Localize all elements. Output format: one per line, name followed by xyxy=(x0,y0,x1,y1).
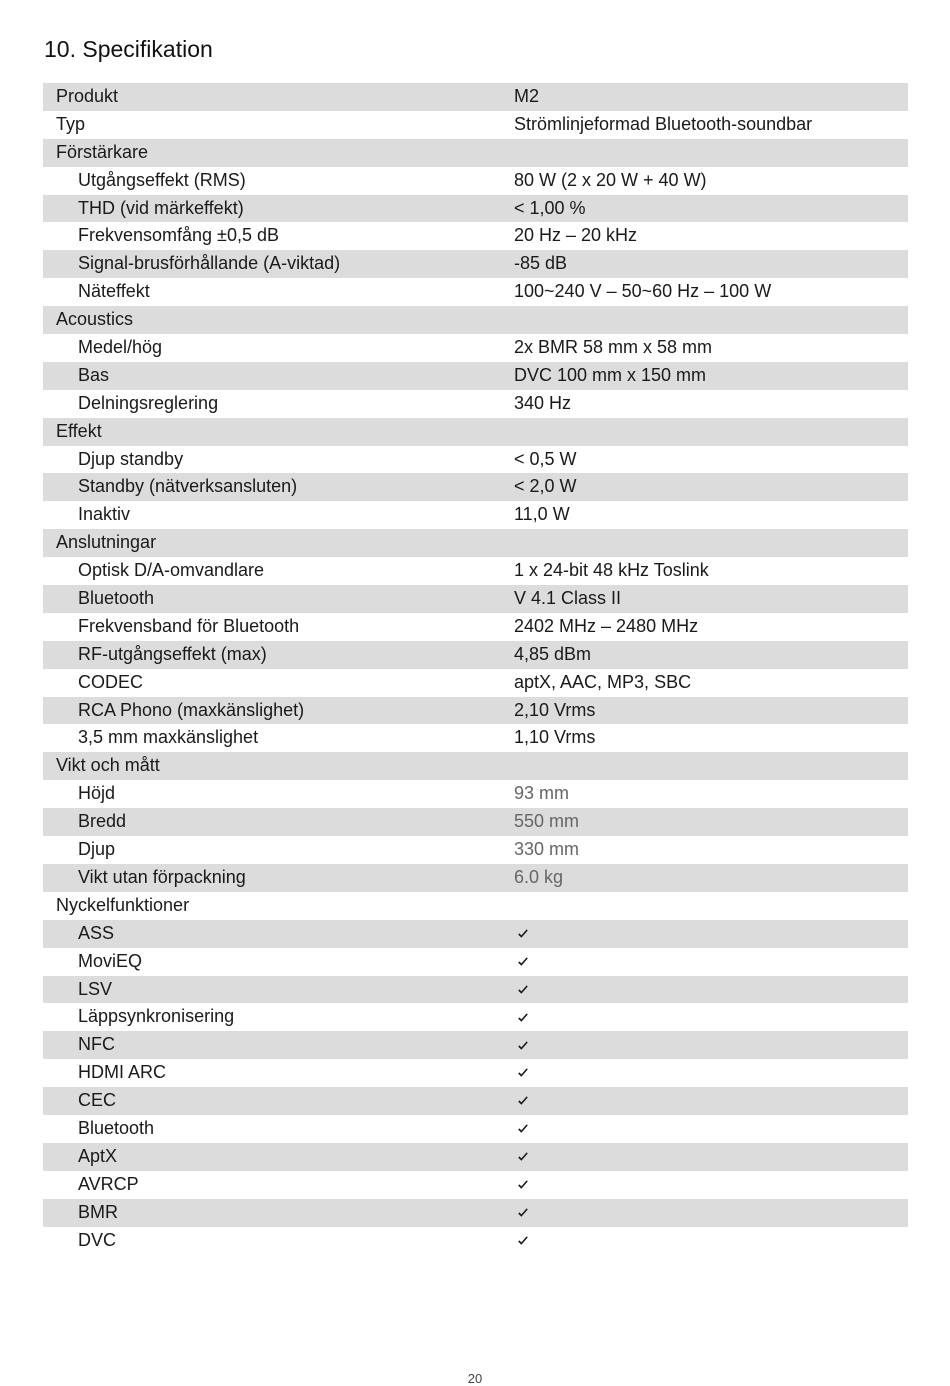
spec-section-header xyxy=(43,83,908,111)
spec-value: < 2,0 W xyxy=(514,476,577,497)
spec-row xyxy=(43,1087,908,1115)
spec-row xyxy=(43,613,908,641)
spec-label: 3,5 mm maxkänslighet xyxy=(78,727,259,748)
spec-row xyxy=(43,808,908,836)
spec-section-header xyxy=(43,752,908,780)
spec-label: NFC xyxy=(78,1034,115,1055)
spec-label: LSV xyxy=(78,978,113,999)
spec-label: Effekt xyxy=(56,420,102,441)
spec-label: Frekvensband för Bluetooth xyxy=(78,615,300,636)
spec-label: Vikt utan förpackning xyxy=(78,866,246,887)
spec-value xyxy=(500,1115,908,1143)
checkmark-icon xyxy=(517,1151,529,1163)
spec-label: HDMI ARC xyxy=(78,1062,167,1083)
spec-row xyxy=(43,390,908,418)
spec-section-header xyxy=(43,139,908,167)
spec-value xyxy=(500,1143,908,1171)
spec-label: Acoustics xyxy=(56,309,134,330)
checkmark-icon xyxy=(517,984,529,996)
spec-table xyxy=(43,83,908,1254)
spec-value: 4,85 dBm xyxy=(514,643,592,664)
checkmark-icon xyxy=(517,956,529,968)
spec-row xyxy=(43,557,908,585)
spec-value: 93 mm xyxy=(514,783,570,804)
spec-label: Medel/hög xyxy=(78,337,163,358)
spec-value: < 0,5 W xyxy=(514,448,577,469)
spec-row xyxy=(43,669,908,697)
spec-label: Nyckelfunktioner xyxy=(56,894,190,915)
spec-row xyxy=(43,501,908,529)
spec-value xyxy=(500,1171,908,1199)
spec-section-header xyxy=(43,892,908,920)
spec-label: Signal-brusförhållande (A-viktad) xyxy=(78,253,341,274)
spec-label: Bluetooth xyxy=(78,1117,155,1138)
spec-value: 550 mm xyxy=(514,811,580,832)
spec-value: 2x BMR 58 mm x 58 mm xyxy=(514,337,713,358)
spec-value: 340 Hz xyxy=(514,392,572,413)
spec-value: DVC 100 mm x 150 mm xyxy=(514,364,707,385)
spec-label: Höjd xyxy=(78,783,116,804)
spec-label: Inaktiv xyxy=(78,504,131,525)
spec-value: 80 W (2 x 20 W + 40 W) xyxy=(514,169,707,190)
spec-label: Djup standby xyxy=(78,448,184,469)
spec-value: aptX, AAC, MP3, SBC xyxy=(514,671,692,692)
spec-value: Strömlinjeformad Bluetooth-soundbar xyxy=(514,113,813,134)
spec-value: 2,10 Vrms xyxy=(514,699,596,720)
spec-label: CODEC xyxy=(78,671,144,692)
spec-row xyxy=(43,641,908,669)
spec-label: Vikt och mått xyxy=(56,755,160,776)
spec-row xyxy=(43,1003,908,1031)
spec-value xyxy=(500,1199,908,1227)
spec-row xyxy=(43,473,908,501)
spec-label: AptX xyxy=(78,1145,118,1166)
spec-value: V 4.1 Class II xyxy=(514,588,622,609)
page-number: 20 xyxy=(467,1371,483,1386)
spec-row xyxy=(43,1199,908,1227)
spec-label: Delningsreglering xyxy=(78,392,219,413)
spec-label: MoviEQ xyxy=(78,950,143,971)
checkmark-icon xyxy=(517,1067,529,1079)
spec-label: Optisk D/A-omvandlare xyxy=(78,560,265,581)
spec-row xyxy=(43,222,908,250)
spec-row xyxy=(43,920,908,948)
spec-label: Näteffekt xyxy=(78,281,150,302)
spec-value xyxy=(500,1031,908,1059)
spec-value xyxy=(500,1087,908,1115)
spec-row xyxy=(43,697,908,725)
spec-row xyxy=(43,780,908,808)
spec-label: RCA Phono (maxkänslighet) xyxy=(78,699,305,720)
spec-label: DVC xyxy=(78,1229,117,1250)
spec-label: THD (vid märkeffekt) xyxy=(78,197,244,218)
spec-label: Frekvensomfång ±0,5 dB xyxy=(78,225,279,246)
spec-value: 1,10 Vrms xyxy=(514,727,596,748)
spec-label: CEC xyxy=(78,1090,117,1111)
spec-label: Bredd xyxy=(78,811,127,832)
spec-row xyxy=(43,1059,908,1087)
spec-row xyxy=(43,278,908,306)
spec-value xyxy=(500,1227,908,1255)
spec-label: BMR xyxy=(78,1201,118,1222)
checkmark-icon xyxy=(517,1012,529,1024)
spec-label: Produkt xyxy=(56,86,119,106)
spec-row xyxy=(43,195,908,223)
spec-value: 100~240 V – 50~60 Hz – 100 W xyxy=(514,281,772,302)
spec-row xyxy=(43,250,908,278)
page-title: 10. Specifikation xyxy=(44,36,213,62)
spec-row xyxy=(43,1227,908,1255)
spec-row xyxy=(43,1143,908,1171)
spec-label: Standby (nätverksansluten) xyxy=(78,476,298,497)
spec-row xyxy=(43,724,908,752)
checkmark-icon xyxy=(517,1207,529,1219)
spec-value xyxy=(500,920,908,948)
spec-value: 6.0 kg xyxy=(514,866,564,887)
spec-value: < 1,00 % xyxy=(514,197,586,218)
checkmark-icon xyxy=(517,928,529,940)
checkmark-icon xyxy=(517,1179,529,1191)
spec-section-header xyxy=(43,306,908,334)
spec-section-header xyxy=(43,418,908,446)
spec-row xyxy=(43,1115,908,1143)
spec-value xyxy=(500,948,908,976)
checkmark-icon xyxy=(517,1123,529,1135)
spec-value xyxy=(500,1059,908,1087)
spec-value: 330 mm xyxy=(514,839,580,860)
spec-value: -85 dB xyxy=(514,253,568,274)
spec-row xyxy=(43,585,908,613)
checkmark-icon xyxy=(517,1095,529,1107)
spec-label: Djup xyxy=(78,839,116,860)
checkmark-icon xyxy=(517,1040,529,1052)
spec-row xyxy=(43,948,908,976)
checkmark-icon xyxy=(517,1235,529,1247)
spec-row xyxy=(43,1171,908,1199)
spec-value xyxy=(500,976,908,1004)
spec-row xyxy=(43,362,908,390)
spec-label: Förstärkare xyxy=(56,141,149,162)
spec-label: Läppsynkronisering xyxy=(78,1006,235,1027)
spec-row xyxy=(43,864,908,892)
spec-label: Bluetooth xyxy=(78,588,155,609)
spec-value xyxy=(500,1003,908,1031)
spec-label: RF-utgångseffekt (max) xyxy=(78,643,267,664)
spec-row xyxy=(43,167,908,195)
spec-row xyxy=(43,334,908,362)
spec-row xyxy=(43,446,908,474)
spec-label: Bas xyxy=(78,364,110,385)
spec-label: ASS xyxy=(78,922,115,943)
spec-value: 1 x 24-bit 48 kHz Toslink xyxy=(514,560,709,581)
spec-value: 2402 MHz – 2480 MHz xyxy=(514,615,699,636)
spec-value: 11,0 W xyxy=(514,504,570,525)
spec-row xyxy=(43,836,908,864)
spec-label: Typ xyxy=(56,113,86,134)
spec-section-header xyxy=(43,529,908,557)
spec-section-header xyxy=(43,111,908,139)
spec-value: 20 Hz – 20 kHz xyxy=(514,225,638,246)
spec-value: M2 xyxy=(514,86,540,106)
spec-row xyxy=(43,1031,908,1059)
spec-label: Anslutningar xyxy=(56,532,157,553)
spec-label: Utgångseffekt (RMS) xyxy=(78,169,246,190)
spec-row xyxy=(43,976,908,1004)
spec-label: AVRCP xyxy=(78,1173,139,1194)
